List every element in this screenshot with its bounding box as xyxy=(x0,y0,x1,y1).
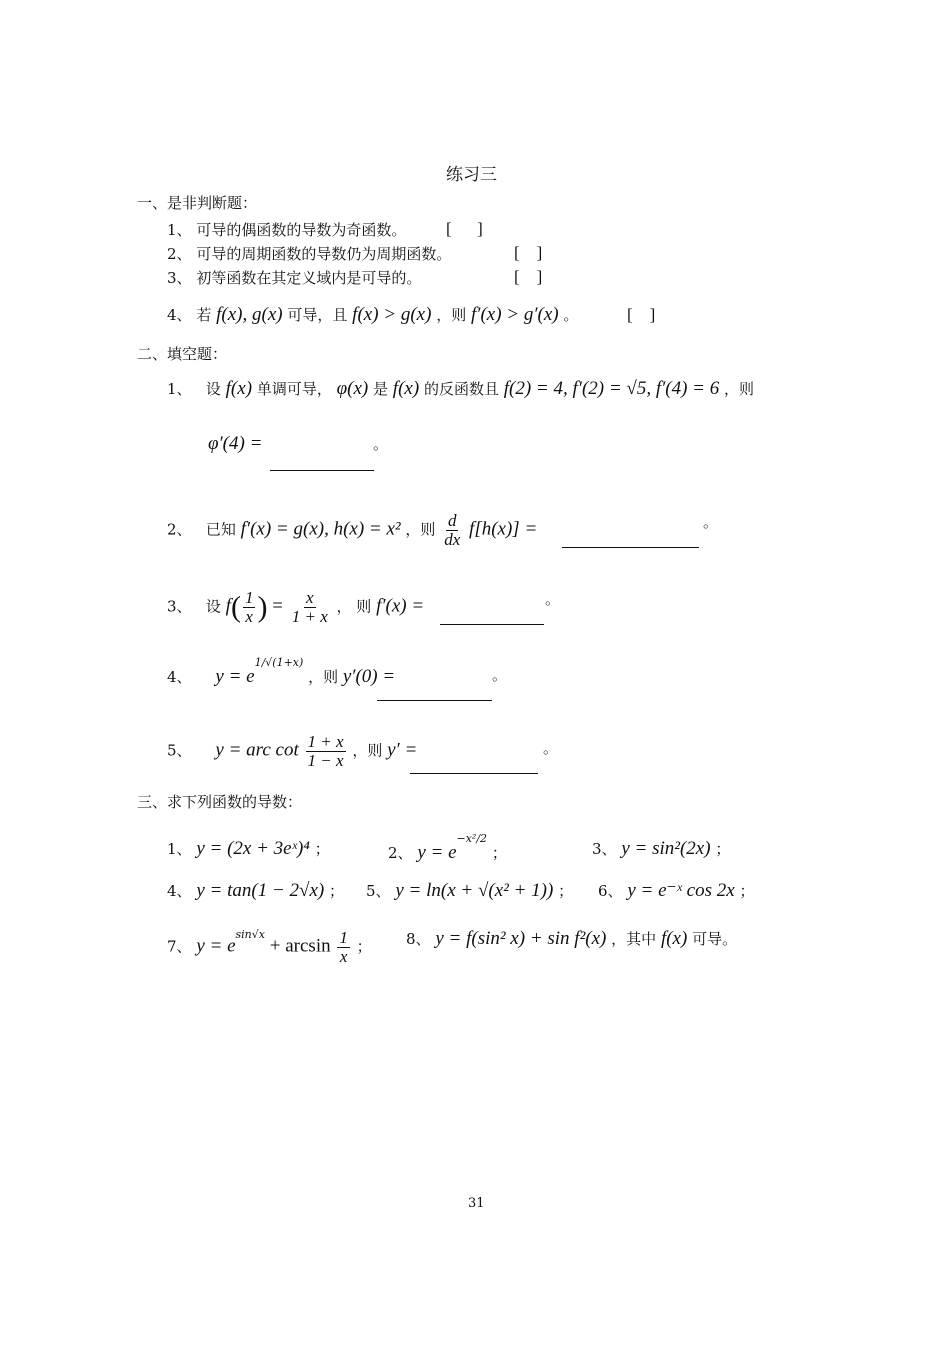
math-expression: y = tan(1 − 2√x) xyxy=(196,880,325,901)
answer-blank[interactable] xyxy=(377,700,492,701)
answer-bracket: [ ] xyxy=(514,267,543,286)
item-number: 2、 xyxy=(167,245,192,263)
math-expression: y′(0) = xyxy=(342,666,396,687)
s1-item-2 xyxy=(167,244,451,264)
item-text: ； xyxy=(491,844,507,862)
answer-bracket: [ ] xyxy=(627,305,656,324)
item-number: 5、 xyxy=(366,882,391,900)
item-text: ，则 xyxy=(724,380,755,398)
math-expression: y = e xyxy=(417,842,457,863)
item-text: ，则 xyxy=(352,741,383,760)
period: 。 xyxy=(543,739,559,757)
math-expression: φ(x) xyxy=(336,378,369,399)
page-number: 31 xyxy=(468,1196,485,1211)
period: 。 xyxy=(373,435,389,453)
s1-item-3 xyxy=(167,268,421,288)
s3-item-4 xyxy=(167,881,344,901)
math-expression: = xyxy=(272,595,283,617)
item-text: ； xyxy=(558,882,574,900)
s2-item-1-ask xyxy=(208,434,262,454)
section3-heading: 三、求下列函数的导数： xyxy=(137,793,303,811)
item-number: 4、 xyxy=(167,668,192,686)
item-number: 8、 xyxy=(406,930,431,948)
math-expression: y = e xyxy=(215,666,255,687)
item-number: 2、 xyxy=(388,844,413,862)
math-expression: f(x) > g(x) xyxy=(352,304,432,325)
page-title: 练习三 xyxy=(446,165,497,185)
fraction: $\frac{1}{x}$ xyxy=(244,588,254,626)
item-number: 4、 xyxy=(167,882,192,900)
item-text: 是 xyxy=(373,380,389,398)
math-expression: f[h(x)] = xyxy=(469,518,538,540)
item-text: 可导。 xyxy=(692,930,738,948)
section2-heading: 二、填空题： xyxy=(137,345,228,363)
fraction: $\frac{1}{x}$ xyxy=(339,928,348,966)
item-text: 已知 xyxy=(205,520,236,539)
period: 。 xyxy=(703,513,719,531)
exponent: sin√x xyxy=(235,927,265,941)
item-text: 设 xyxy=(205,597,221,616)
item-text: ，其中 xyxy=(611,930,657,948)
fraction: $\frac{1 + x}{1 - x}$ xyxy=(307,732,344,770)
math-expression: y = f(sin² x) + sin f²(x) xyxy=(435,928,607,949)
s3-item-3 xyxy=(592,839,730,859)
item-number: 3、 xyxy=(167,597,192,616)
answer-bracket: [ ] xyxy=(514,243,543,262)
s2-item-2 xyxy=(167,512,537,549)
item-number: 5、 xyxy=(167,741,192,760)
math-expression: y = ln(x + √(x² + 1)) xyxy=(395,880,554,901)
item-text: ； xyxy=(715,840,731,858)
exponent: 1/√(1+x) xyxy=(254,656,304,669)
s3-item-7 xyxy=(167,929,372,966)
s3-item-1 xyxy=(167,839,330,859)
item-number: 1、 xyxy=(167,840,192,858)
item-number: 7、 xyxy=(167,937,192,956)
period: 。 xyxy=(492,666,508,684)
item-number: 1、 xyxy=(167,380,192,398)
s3-item-5 xyxy=(366,881,573,901)
math-expression: f(2) = 4, f′(2) = √5, f′(4) = 6 xyxy=(503,378,720,399)
item-number: 4、 xyxy=(167,306,192,324)
period: 。 xyxy=(545,590,561,608)
answer-blank[interactable] xyxy=(440,624,544,625)
item-text: 可导的周期函数的导数仍为周期函数。 xyxy=(196,245,452,263)
s2-item-4 xyxy=(167,656,396,687)
math-expression: f(x) xyxy=(225,378,253,399)
math-expression: f′(x) = g(x), h(x) = x² xyxy=(240,518,401,540)
item-number: 3、 xyxy=(592,840,617,858)
answer-blank[interactable] xyxy=(270,470,374,471)
item-text: ； xyxy=(314,840,330,858)
s2-item-5 xyxy=(167,733,417,770)
math-expression: f(x) xyxy=(392,378,420,399)
math-expression: f xyxy=(225,595,231,617)
math-expression: y = (2x + 3eˣ)⁴ xyxy=(196,838,310,859)
item-text: 可导的偶函数的导数为奇函数。 xyxy=(196,221,407,239)
item-number: 1、 xyxy=(167,221,192,239)
math-expression: f(x), g(x) xyxy=(216,304,283,325)
math-expression: + arcsin xyxy=(269,935,331,957)
item-text: ，则 xyxy=(436,306,467,324)
item-text: ； xyxy=(328,882,344,900)
answer-blank[interactable] xyxy=(562,547,699,548)
item-text: 初等函数在其定义域内是可导的。 xyxy=(196,269,422,287)
s3-item-8 xyxy=(406,929,737,949)
item-text: 若 xyxy=(196,306,212,324)
math-expression: y = arc cot xyxy=(215,739,299,761)
s3-item-2 xyxy=(388,832,507,863)
item-number: 6、 xyxy=(598,882,623,900)
item-text: 单调可导， xyxy=(256,380,332,398)
math-expression: φ′(4) = xyxy=(208,433,263,454)
s1-item-1 xyxy=(167,220,406,240)
answer-bracket: [ ] xyxy=(446,219,483,238)
derivative-operator: $\frac{d}{dx}$ xyxy=(444,511,461,549)
item-text: 的反函数且 xyxy=(423,380,499,398)
item-text: ； xyxy=(356,937,372,956)
math-expression: f(x) xyxy=(660,928,688,949)
item-text: ，则 xyxy=(308,668,339,686)
math-expression: y = e xyxy=(196,935,236,957)
item-text: ， 则 xyxy=(336,597,372,616)
math-expression: y = sin²(2x) xyxy=(621,838,711,859)
item-text: 。 xyxy=(563,306,579,324)
exponent: −x²/2 xyxy=(456,832,488,845)
fraction: $\frac{x}{1 + x}$ xyxy=(291,588,328,626)
answer-blank[interactable] xyxy=(410,773,538,774)
math-expression: y = e⁻ˣ cos 2x xyxy=(627,880,735,901)
item-number: 3、 xyxy=(167,269,192,287)
item-text: ，则 xyxy=(405,520,436,539)
item-number: 2、 xyxy=(167,520,192,539)
item-text: 设 xyxy=(205,380,221,398)
math-expression: f′(x) > g′(x) xyxy=(471,304,559,325)
math-expression: f′(x) = xyxy=(376,595,425,617)
s2-item-3: 3、 设 f( $\frac{1}{x}$ ) = $\frac{x}{1 + x}$ ， 则 f′(x) = xyxy=(167,588,425,626)
section1-heading: 一、是非判断题： xyxy=(137,194,258,212)
item-text: 可导，且 xyxy=(287,306,348,324)
s2-item-1 xyxy=(167,379,754,399)
s3-item-6 xyxy=(598,881,754,901)
item-text: ； xyxy=(739,882,755,900)
math-expression: y′ = xyxy=(387,739,418,761)
s1-item-4 xyxy=(167,305,578,325)
